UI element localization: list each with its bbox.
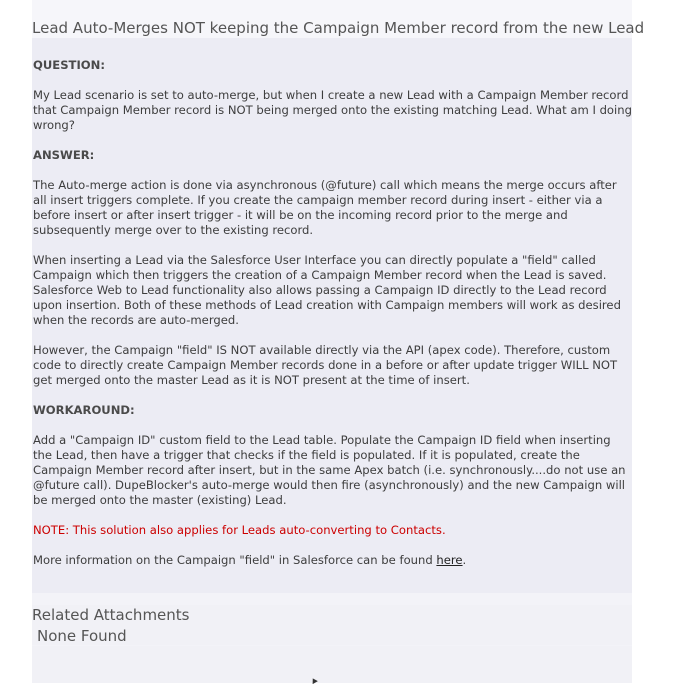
note-text: NOTE: This solution also applies for Leads auto-converting to Contacts. [33,523,446,537]
more-info-suffix: . [462,553,467,567]
question-text: My Lead scenario is set to auto-merge, but when I create a new Lead with a Campaign Member record that Campaign Member record is NOT being merged onto the existing matching Lead. What am I doing wrong? [33,88,632,132]
article-body [33,58,633,583]
related-attachments-empty: None Found [37,627,127,645]
related-attachments-title: Related Attachments [32,606,190,624]
question-heading: QUESTION: [33,58,105,72]
more-info-text [33,553,633,568]
answer-paragraph: However, the Campaign "field" IS NOT available directly via the API (apex code). Therefore, custom code to directly create Campaign Member records done in a before or after update trigger WILL NOT get merged onto the master Lead as it is NOT present at the time of insert. [33,343,618,387]
more-info-prefix: More information on the Campaign "field" in Salesforce can be found [33,553,437,567]
here-link[interactable]: here [436,553,463,567]
footer-band [32,646,632,683]
answer-paragraph: The Auto-merge action is done via asynchronous (@future) call which means the merge occurs after all insert triggers complete. If you create the campaign member record during insert - either via a before insert or after insert trigger - it will be on the incoming record prior to the merge and subsequently merge over to the existing record. [33,178,617,237]
workaround-heading: WORKAROUND: [33,403,135,417]
answer-paragraph: When inserting a Lead via the Salesforce User Interface you can directly populate a "field" called Campaign which then triggers the creation of a Campaign Member record when the Lead is saved. Salesforce Web to Lead functionality also allows passing a Campaign ID directly to the Lead record upon insertion. Both of these methods of Lead creation with Campaign members will work as desired when the records are auto-merged. [33,253,621,327]
answer-heading: ANSWER: [33,148,95,162]
workaround-text: Add a "Campaign ID" custom field to the Lead table. Populate the Campaign ID field when inserting the Lead, then have a trigger that checks if the field is populated. If it is populated, create the Campaign Member record after insert, but in the same Apex batch (i.e. synchronously....do not use an @future call). DupeBlocker's auto-merge would then fire (asynchronously) and the new Campaign will be merged onto the master (existing) Lead. [33,433,626,507]
article-title: Lead Auto-Merges NOT keeping the Campaign Member record from the new Lead [32,19,645,37]
